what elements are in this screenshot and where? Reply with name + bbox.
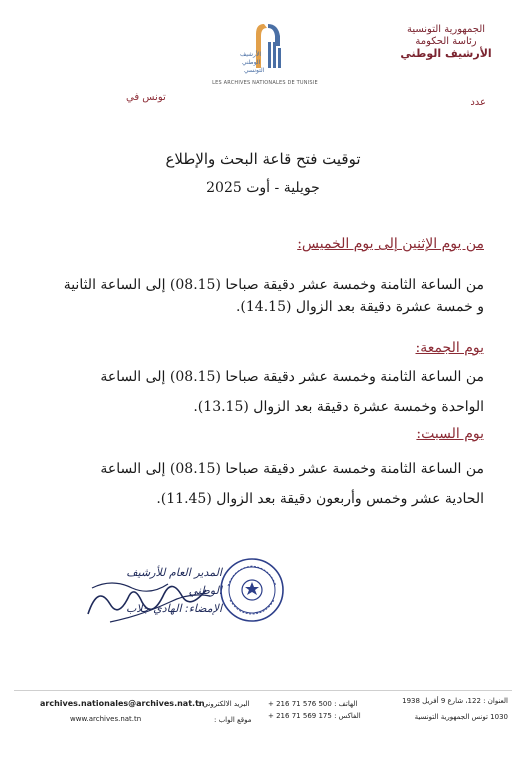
republic-label: الجمهورية التونسية xyxy=(406,24,486,35)
page-title: توقيت فتح قاعة البحث والإطلاع xyxy=(165,150,361,168)
footer-fax: الفاكس : 175 569 71 216 + xyxy=(268,712,361,720)
logo-caption: LES ARCHIVES NATIONALES DE TUNISIE xyxy=(212,80,318,86)
text-line: و خمسة عشرة دقيقة بعد الزوال (14.15). xyxy=(235,299,484,315)
footer-phone: الهاتف : 500 576 71 216 + xyxy=(268,700,358,708)
section-text-friday xyxy=(44,362,484,422)
national-archives-logo xyxy=(220,18,310,88)
svg-text:الوطني: الوطني xyxy=(242,59,261,66)
section-heading-saturday: يوم السبت: xyxy=(416,426,484,442)
text-line: من الساعة الثامنة وخمسة عشر دقيقة صباحا (08.15) إلى الساعة الثانية xyxy=(63,277,484,293)
footer-email-link[interactable]: archives.nationales@archives.nat.tn xyxy=(40,699,205,708)
signatory-title: المدير العام للأرشيف الوطني xyxy=(126,566,222,597)
section-heading-mon-thu: من يوم الإثنين إلى يوم الخميس: xyxy=(297,236,484,252)
svg-text:التونسي: التونسي xyxy=(244,67,265,74)
signatory-name: الإمضاء: الهادي جلاب xyxy=(125,602,222,615)
footer-address-line1: العنوان : 122، شارع 9 أفريل 1938 xyxy=(402,697,508,705)
institution-header xyxy=(386,24,506,60)
page-subtitle: جويلية - أوت 2025 xyxy=(206,180,320,196)
official-seal-icon xyxy=(218,556,286,624)
city-date-label: تونس في xyxy=(126,92,166,103)
section-text-mon-thu xyxy=(44,274,484,318)
footer-email-label: البريد الالكتروني : xyxy=(198,700,250,708)
section-text-saturday xyxy=(44,454,484,514)
logo-icon xyxy=(220,18,310,82)
footer-address-line2: 1030 تونس الجمهورية التونسية xyxy=(414,713,508,721)
svg-text:الأرشيف: الأرشيف xyxy=(240,51,262,58)
footer-website-label: موقع الواب : xyxy=(214,716,252,724)
text-line: من الساعة الثامنة وخمسة عشر دقيقة صباحا (08.15) إلى الساعة xyxy=(100,369,484,385)
text-line: من الساعة الثامنة وخمسة عشر دقيقة صباحا (08.15) إلى الساعة xyxy=(100,461,484,477)
reference-number-label: عدد xyxy=(470,97,486,108)
footer-website-link[interactable]: www.archives.nat.tn xyxy=(70,715,142,723)
presidency-label: رئاسة الحكومة xyxy=(415,36,477,47)
footer-divider xyxy=(14,690,512,691)
section-heading-friday: يوم الجمعة: xyxy=(415,340,484,356)
archive-label: الأرشيف الوطني xyxy=(400,47,492,60)
text-line: الواحدة وخمسة عشرة دقيقة بعد الزوال (13.15). xyxy=(193,399,484,415)
text-line: الحادية عشر وخمس وأربعون دقيقة بعد الزوال (11.45). xyxy=(156,491,484,507)
signature-block xyxy=(102,564,222,618)
